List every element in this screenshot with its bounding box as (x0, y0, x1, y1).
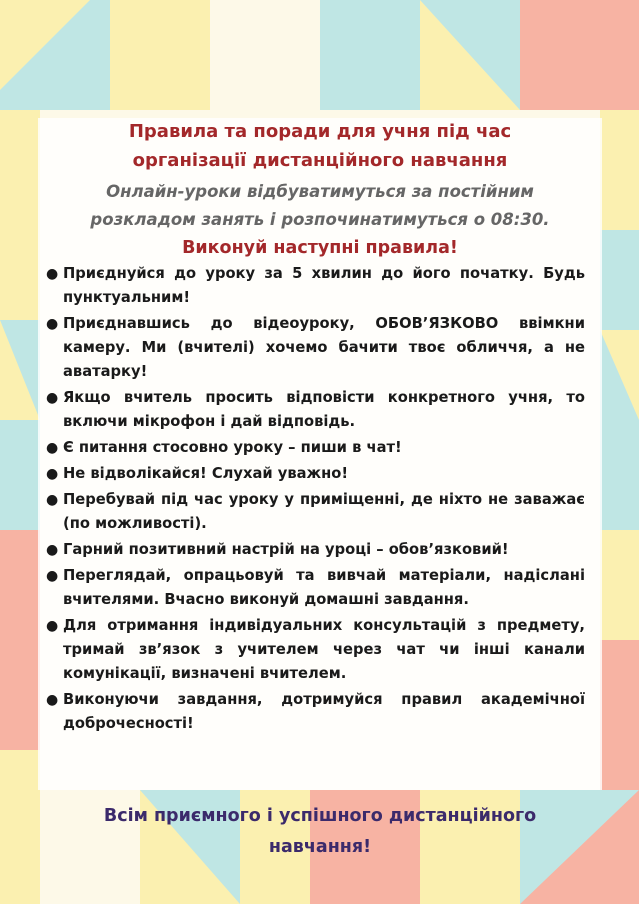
bullet-icon: ● (46, 440, 59, 456)
rule-text: Не відволікайся! Слухай уважно! (63, 465, 349, 482)
list-item (44, 688, 585, 736)
schedule-subtitle (40, 178, 600, 234)
rule-text: Для отримання індивідуальних консультацій з предмету, тримай зв’язок з учителем через чат чи інші канали комунікації, визначені вчителем. (63, 617, 585, 682)
rules-heading: Виконуй наступні правила! (182, 238, 458, 258)
subtitle-line-2: розкладом занять і розпочинатимуться о 08:30. (90, 210, 550, 229)
bullet-icon: ● (46, 492, 59, 508)
list-item (44, 312, 585, 384)
rule-text: Гарний позитивний настрій на уроці – обов’язковий! (63, 541, 509, 558)
rules-list (44, 262, 585, 738)
rule-text: Приєднуйся до уроку за 5 хвилин до його початку. Будь пунктуальним! (63, 265, 585, 306)
rule-text: Перебувай під час уроку у приміщенні, де ніхто не заважає (по можливості). (63, 491, 585, 532)
bullet-icon: ● (46, 542, 59, 558)
list-item (44, 538, 585, 562)
rule-text: Переглядай, опрацьовуй та вивчай матеріали, надіслані вчителями. Вчасно виконуй домашні завдання. (63, 567, 585, 608)
list-item (44, 436, 585, 460)
bullet-icon: ● (46, 316, 59, 332)
list-item (44, 614, 585, 686)
rule-text: Виконуючи завдання, дотримуйся правил академічної доброчесності! (63, 691, 585, 732)
bullet-icon: ● (46, 466, 59, 482)
list-item (44, 564, 585, 612)
closing-message (40, 801, 600, 863)
rule-text: Якщо вчитель просить відповісти конкретного учня, то включи мікрофон і дай відповідь. (63, 389, 585, 430)
rule-text: Є питання стосовно уроку – пиши в чат! (63, 439, 402, 456)
list-item (44, 462, 585, 486)
list-item (44, 488, 585, 536)
bullet-icon: ● (46, 266, 59, 282)
bullet-icon: ● (46, 692, 59, 708)
list-item (44, 262, 585, 310)
bullet-icon: ● (46, 390, 59, 406)
footer-line-2: навчання! (268, 837, 372, 857)
title-line-2: організації дистанційного навчання (132, 150, 508, 171)
rule-text: Приєднавшись до відеоуроку, ОБОВ’ЯЗКОВО ввімкни камеру. Ми (вчителі) хочемо бачити твоє обличчя, а не аватарку! (63, 315, 585, 380)
subtitle-line-1: Онлайн-уроки відбуватимуться за постійним (106, 182, 534, 201)
title-line-1: Правила та поради для учня під час (128, 121, 512, 142)
list-item (44, 386, 585, 434)
bullet-icon: ● (46, 618, 59, 634)
footer-line-1: Всім приємного і успішного дистанційного (103, 806, 537, 826)
bullet-icon: ● (46, 568, 59, 584)
page-title (40, 117, 600, 175)
